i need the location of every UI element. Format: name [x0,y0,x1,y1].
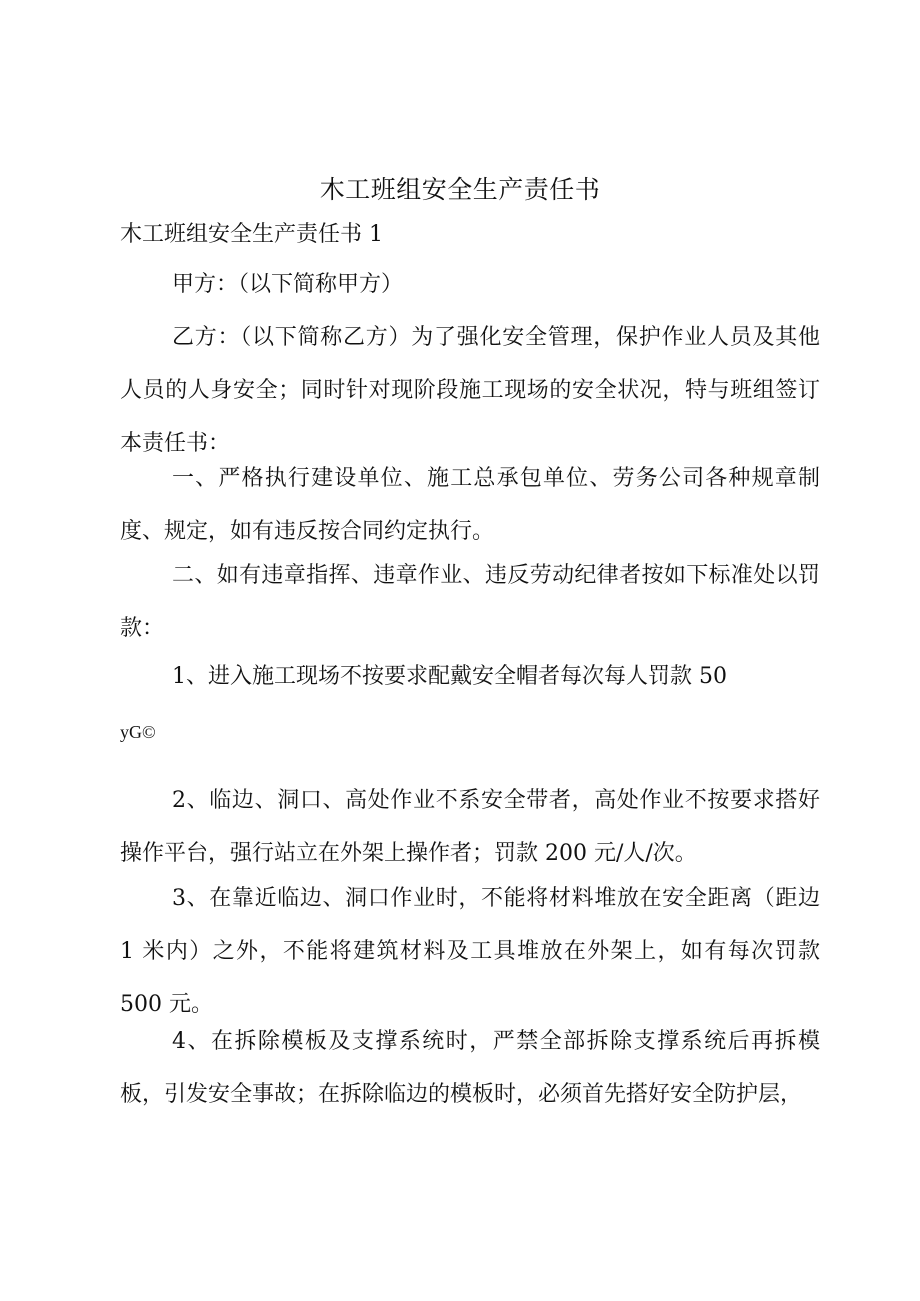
penalty-item-3: 3、在靠近临边、洞口作业时，不能将材料堆放在安全距离（距边 1 米内）之外，不能将建筑材料及工具堆放在外架上，如有每次罚款 500 元。 [120,886,820,1017]
document-subtitle: 木工班组安全生产责任书 1 [120,222,383,247]
stamp-mark: yG© [120,722,156,742]
penalty-item-1: 1、进入施工现场不按要求配戴安全帽者每次每人罚款 50 [172,664,727,689]
clause-one-paragraph: 一、严格执行建设单位、施工总承包单位、劳务公司各种规章制度、规定，如有违反按合同约定执行。 [120,466,820,544]
party-b-paragraph: 乙方：（以下简称乙方）为了强化安全管理，保护作业人员及其他人员的人身安全；同时针对现阶段施工现场的安全状况，特与班组签订本责任书： [120,325,820,456]
clause-two-paragraph: 二、如有违章指挥、违章作业、违反劳动纪律者按如下标准处以罚款： [120,563,820,641]
penalty-item-4: 4、在拆除模板及支撑系统时，严禁全部拆除支撑系统后再拆模板，引发安全事故；在拆除临边的模板时，必须首先搭好安全防护层， [120,1029,820,1107]
document-title: 木工班组安全生产责任书 [319,175,601,204]
party-a-line: 甲方：（以下简称甲方） [172,272,404,297]
penalty-item-2: 2、临边、洞口、高处作业不系安全带者，高处作业不按要求搭好操作平台，强行站立在外架上操作者；罚款 200 元/人/次。 [120,788,820,866]
